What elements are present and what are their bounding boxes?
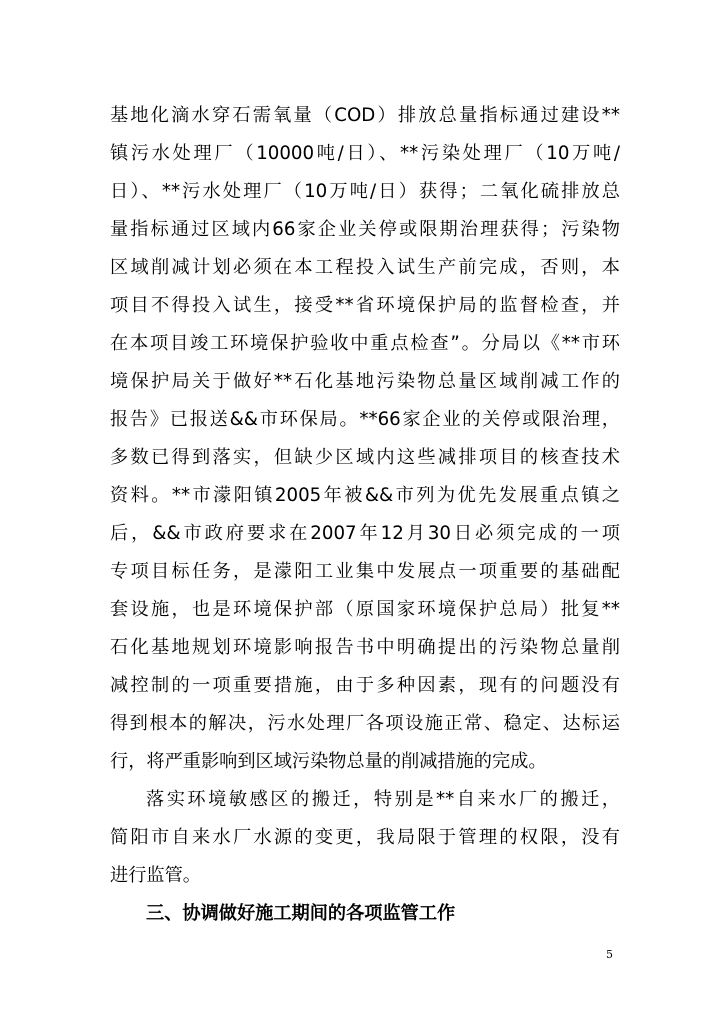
text-line: 镇污水处理厂（10000吨/日）、**污染处理厂（10万吨/ xyxy=(110,143,620,164)
page-number: 5 xyxy=(606,948,613,961)
text-line: 量指标通过区域内66家企业关停或限期治理获得；污染物 xyxy=(110,219,620,240)
text-line: 报告》已报送&&市环保局。**66家企业的关停或限治理， xyxy=(110,409,620,430)
text-line: 基地化滴水穿石需氧量（COD）排放总量指标通过建设** xyxy=(110,105,620,126)
text-line: 套设施，也是环境保护部（原国家环境保护总局）批复** xyxy=(110,599,620,620)
text-line: 多数已得到落实，但缺少区域内这些减排项目的核查技术 xyxy=(110,447,620,468)
text-line: 区域削减计划必须在本工程投入试生产前完成，否则，本 xyxy=(110,257,620,278)
text-line: 项目不得投入试生，接受**省环境保护局的监督检查，并 xyxy=(110,295,620,316)
text-line: 日）、**污水处理厂（10万吨/日）获得；二氧化硫排放总 xyxy=(110,181,620,202)
text-line: 资料。**市濛阳镇2005年被&&市列为优先发展重点镇之 xyxy=(110,485,620,506)
text-line: 简阳市自来水厂水源的变更，我局限于管理的权限，没有 xyxy=(110,827,620,848)
text-line: 落实环境敏感区的搬迁，特别是**自来水厂的搬迁， xyxy=(146,789,620,810)
text-line: 后，&&市政府要求在2007年12月30日必须完成的一项 xyxy=(110,523,620,544)
body-text xyxy=(110,97,620,895)
text-line: 专项目标任务，是濛阳工业集中发展点一项重要的基础配 xyxy=(110,561,620,582)
text-line: 得到根本的解决，污水处理厂各项设施正常、稳定、达标运 xyxy=(110,713,620,734)
text-line: 石化基地规划环境影响报告书中明确提出的污染物总量削 xyxy=(110,637,620,658)
text-line: 境保护局关于做好**石化基地污染物总量区域削减工作的 xyxy=(110,371,620,392)
text-line: 行，将严重影响到区域污染物总量的削减措施的完成。 xyxy=(110,751,547,772)
section-heading: 三、协调做好施工期间的各项监管工作 xyxy=(146,903,456,924)
text-line: 进行监管。 xyxy=(110,865,201,886)
text-line: 在本项目竣工环境保护验收中重点检查”。分局以《**市环 xyxy=(110,333,620,354)
text-line: 减控制的一项重要措施，由于多种因素，现有的问题没有 xyxy=(110,675,620,696)
